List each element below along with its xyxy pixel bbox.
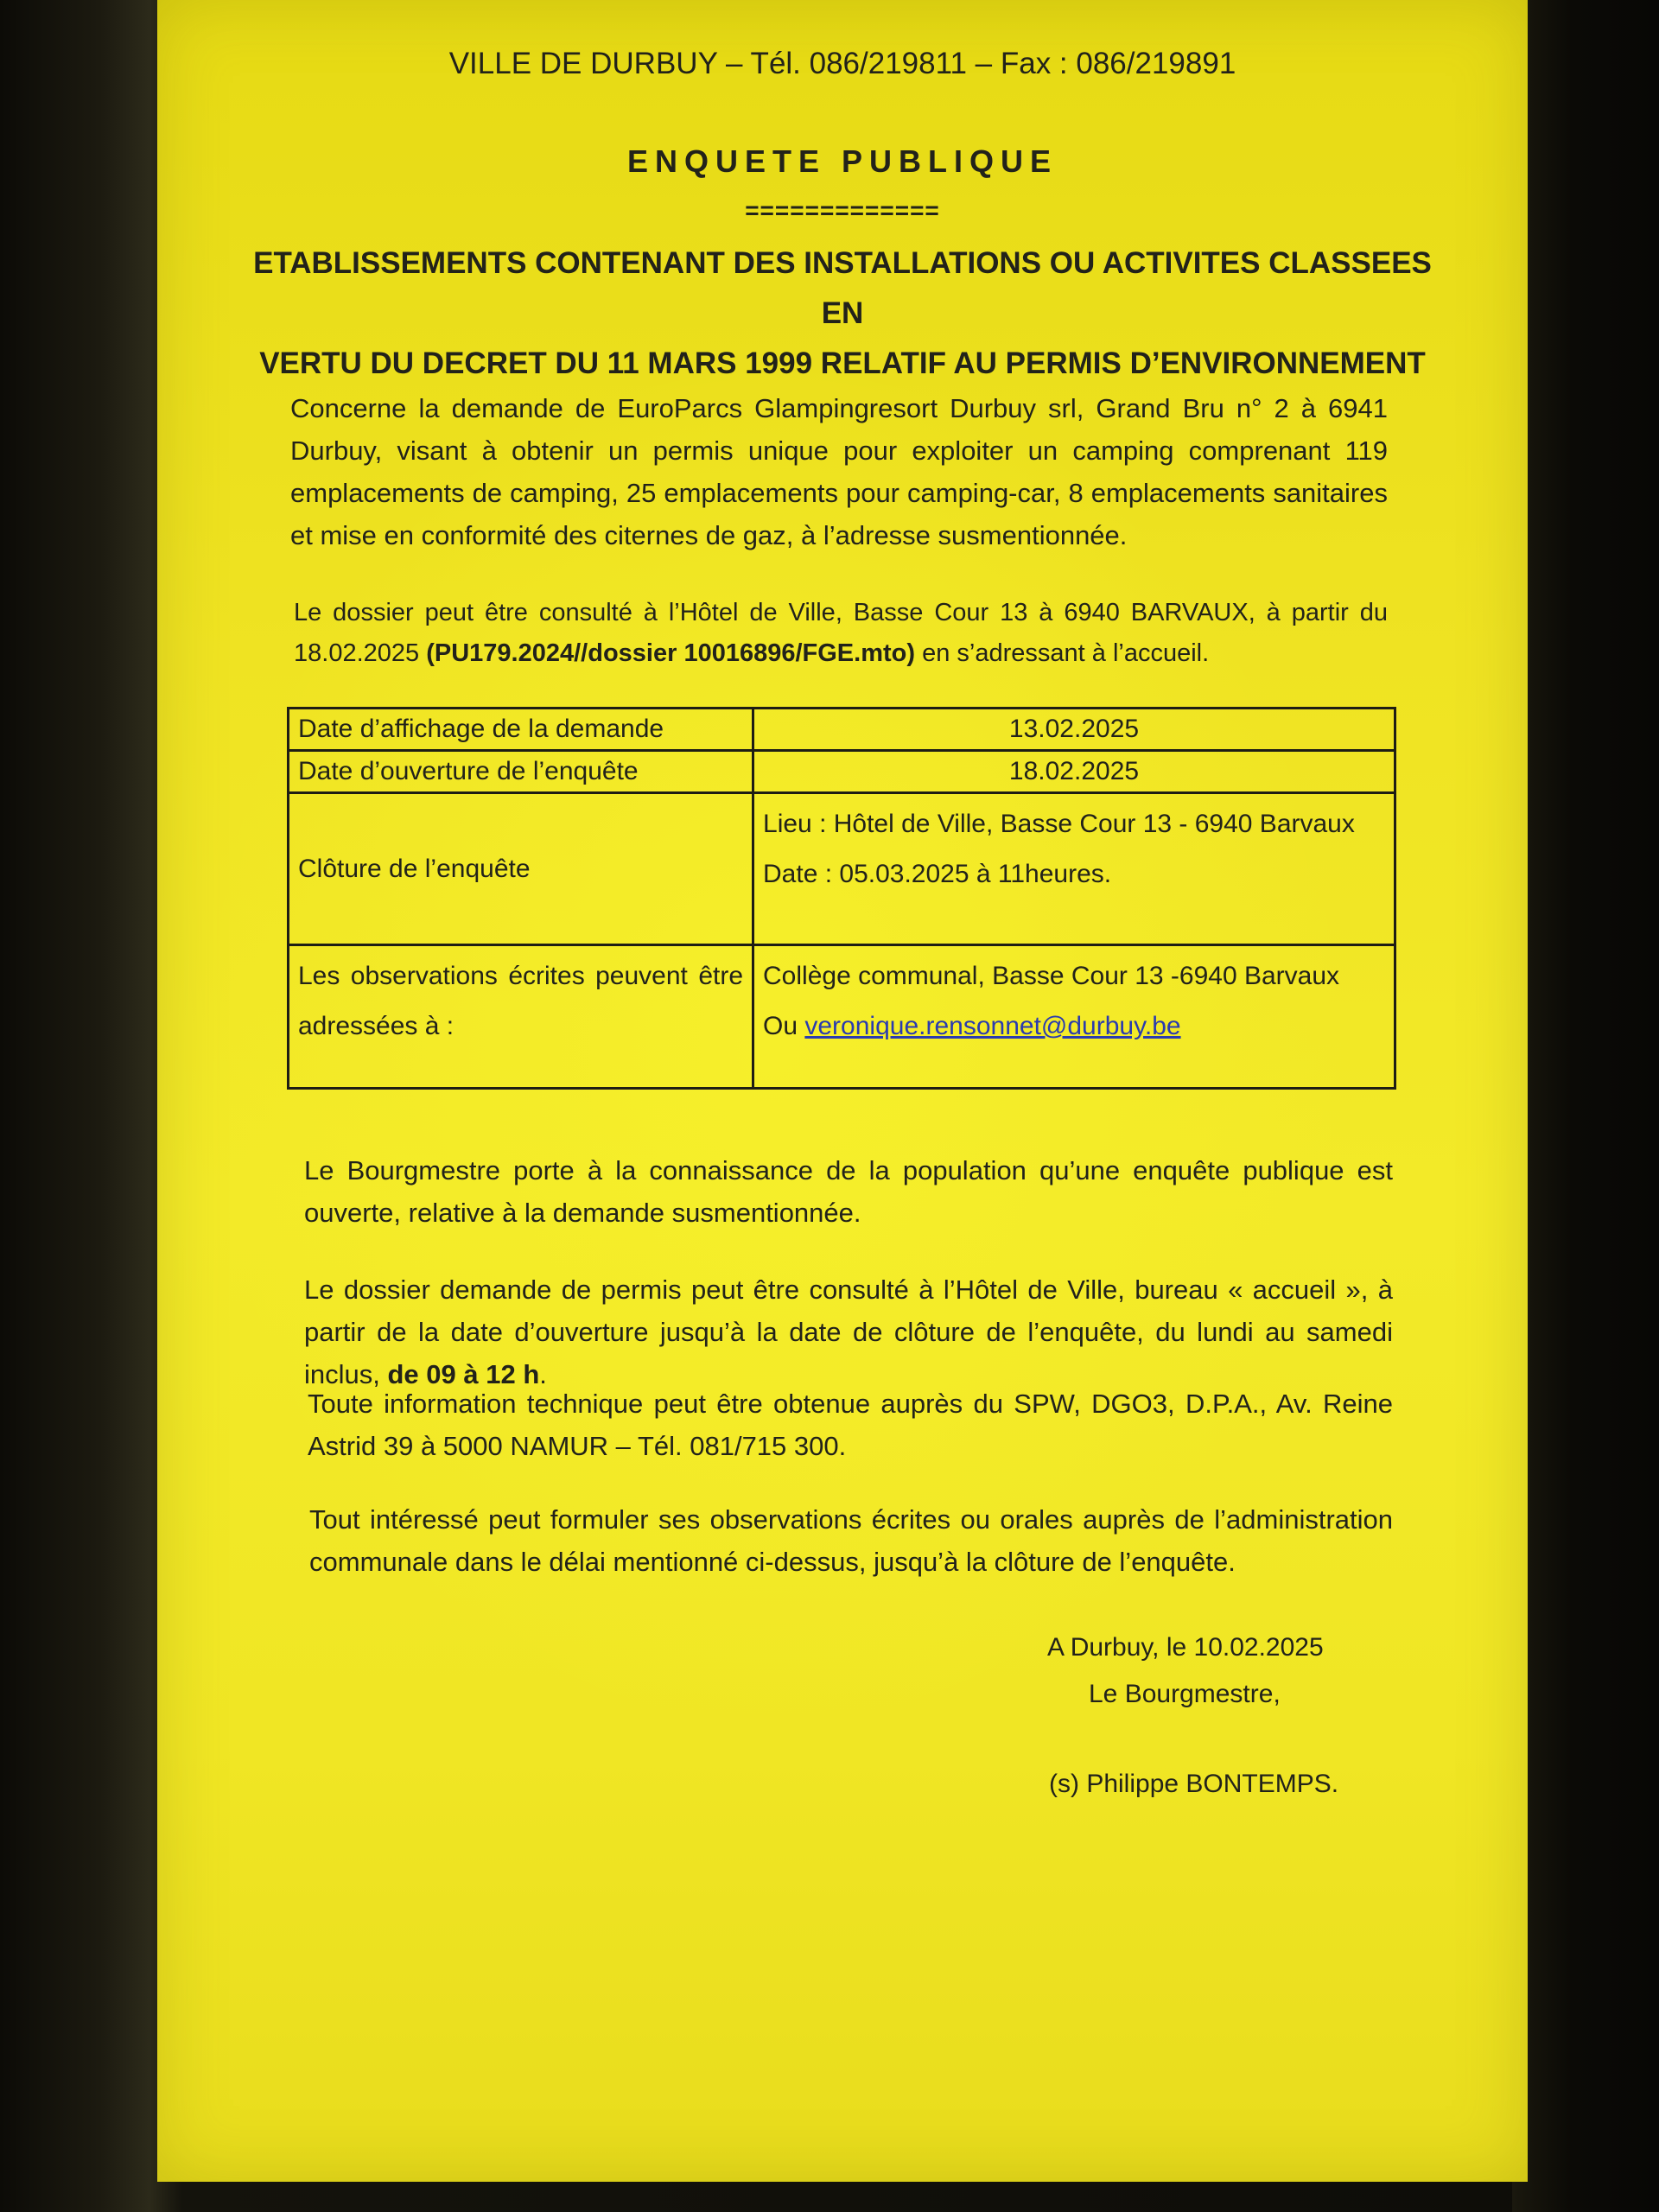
request-description: Concerne la demande de EuroParcs Glampingresort Durbuy srl, Grand Bru n° 2 à 6941 Durbuy, visant à obtenir un permis unique pour exploiter un camping comprenant 119 emplacements de camping, 25 emplacements pour camping-car, 8 emplacements sanitaires et mise en conformité des citernes de gaz, à l’adresse susmentionnée. bbox=[290, 393, 1388, 550]
row-value bbox=[753, 793, 1395, 945]
display-case-frame-right bbox=[1512, 0, 1659, 2212]
notice-title: ENQUETE PUBLIQUE bbox=[626, 143, 1058, 179]
subtitle-line-2: VERTU DU DECRET DU 11 MARS 1999 RELATIF AU PERMIS D’ENVIRONNEMENT bbox=[259, 346, 1426, 380]
closing-location: Lieu : Hôtel de Ville, Basse Cour 13 - 6940 Barvaux bbox=[763, 810, 1355, 838]
inquiry-dates-table bbox=[287, 707, 1396, 1090]
observations-paragraph: Tout intéressé peut formuler ses observations écrites ou orales auprès de l’administration communale dans le délai mentionné ci-dessus, jusqu’à la clôture de l’enquête. bbox=[309, 1504, 1393, 1577]
dossier-text: Le dossier peut être consulté à l’Hôtel de Ville, Basse Cour 13 à 6940 BARVAUX, à partir du 18.02.2025 bbox=[294, 599, 1388, 667]
table-row bbox=[289, 709, 1395, 751]
hours-suffix: . bbox=[539, 1359, 547, 1389]
technical-information: Toute information technique peut être obtenue auprès du SPW, DGO3, D.P.A., Av. Reine Astrid 39 à 5000 NAMUR – Tél. 081/715 300. bbox=[308, 1389, 1393, 1461]
row-label: Date d’ouverture de l’enquête bbox=[289, 751, 753, 793]
table-row bbox=[289, 793, 1395, 945]
opening-hours: de 09 à 12 h bbox=[387, 1359, 540, 1389]
observations-email-line bbox=[763, 1001, 1385, 1052]
consultation-text: Le dossier demande de permis peut être consulté à l’Hôtel de Ville, bureau « accueil », à partir de la date d’ouverture jusqu’à la date de clôture de l’enquête, du lundi au samedi inclus, bbox=[304, 1274, 1393, 1389]
consultation-hours bbox=[304, 1268, 1393, 1395]
public-notice-poster bbox=[157, 0, 1528, 2182]
table-row bbox=[289, 751, 1395, 793]
signature-role: Le Bourgmestre, bbox=[1089, 1680, 1281, 1708]
title-separator: ============= bbox=[745, 197, 940, 224]
row-value: 18.02.2025 bbox=[753, 751, 1395, 793]
row-label bbox=[289, 945, 753, 1089]
notice-subtitle bbox=[244, 238, 1441, 389]
municipality-contact-line: VILLE DE DURBUY – Tél. 086/219811 – Fax : 086/219891 bbox=[448, 47, 1236, 80]
signature-place-date: A Durbuy, le 10.02.2025 bbox=[1047, 1633, 1324, 1662]
row-value bbox=[753, 945, 1395, 1089]
closing-date: Date : 05.03.2025 à 11heures. bbox=[763, 860, 1112, 888]
table-row bbox=[289, 945, 1395, 1089]
row-label: Date d’affichage de la demande bbox=[289, 709, 753, 751]
subtitle-line-1: ETABLISSEMENTS CONTENANT DES INSTALLATIONS OU ACTIVITES CLASSEES EN bbox=[253, 246, 1432, 330]
email-link[interactable]: veronique.rensonnet@durbuy.be bbox=[804, 1012, 1181, 1040]
row-value: 13.02.2025 bbox=[753, 709, 1395, 751]
observations-address: Collège communal, Basse Cour 13 -6940 Barvaux bbox=[763, 962, 1340, 990]
dossier-suffix: en s’adressant à l’accueil. bbox=[915, 639, 1210, 667]
dossier-consultation-info bbox=[294, 593, 1388, 674]
row-label: Clôture de l’enquête bbox=[289, 793, 753, 945]
signature-name: (s) Philippe BONTEMPS. bbox=[1049, 1770, 1339, 1798]
email-prefix: Ou bbox=[763, 1012, 805, 1040]
dossier-reference: (PU179.2024//dossier 10016896/FGE.mto) bbox=[426, 639, 916, 667]
observations-label: Les observations écrites peuvent être adressées à : bbox=[298, 962, 744, 1040]
inquiry-announcement: Le Bourgmestre porte à la connaissance de la population qu’une enquête publique est ouverte, relative à la demande susmentionnée. bbox=[304, 1155, 1393, 1228]
